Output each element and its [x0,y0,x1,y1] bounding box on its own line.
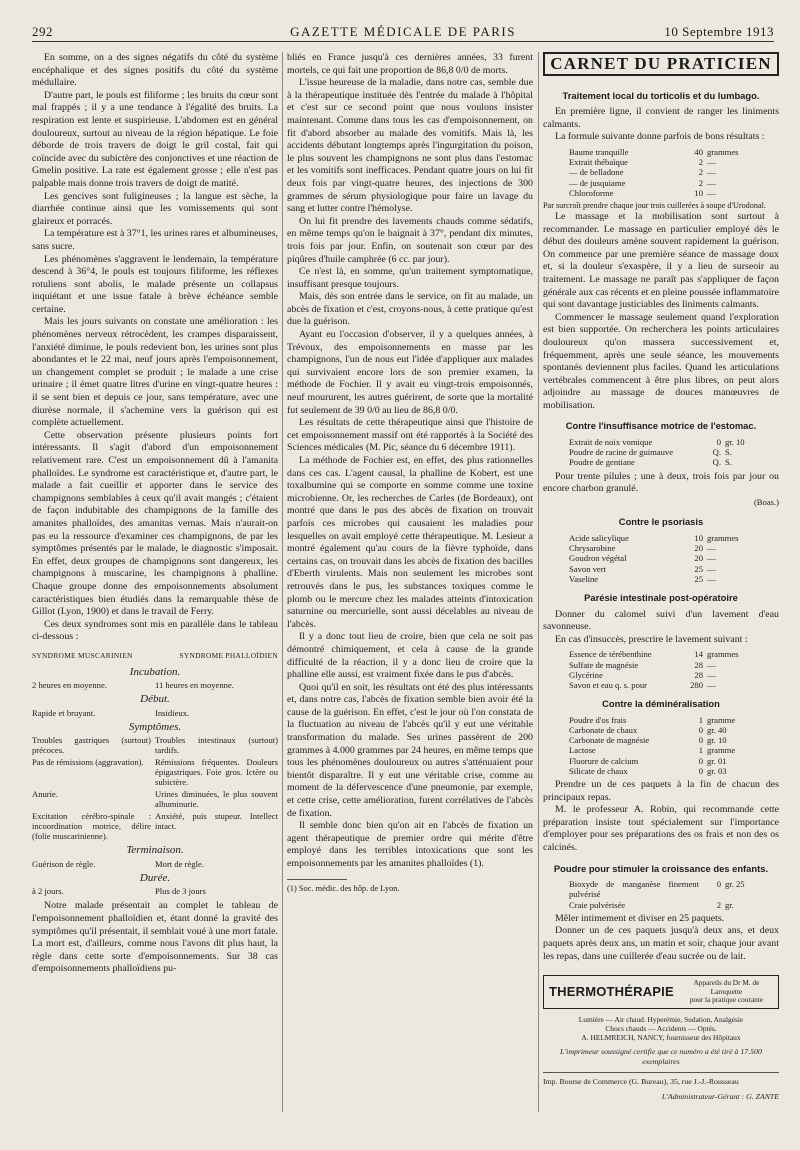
prescription-formula [569,147,779,198]
paragraph: M. le professeur A. Robin, qui recommande cette préparation insiste tout spécialement sur l'importance d'employer pour ses préparations des os frais et non des os calcinés. [543,804,779,854]
paragraph: On lui fit prendre des lavements chauds comme sédatifs, en même temps qu'on le baignait à 37°, pendant dix minutes, trois fois par jour. Enfin, on soutenait son cœur par des piqûres d'huile camphrée (6 cc. par jour). [287,215,533,265]
table-cell: Anxiété, puis stupeur. Intellect intact. [155,811,278,832]
carnet-du-praticien-column [543,52,779,1103]
paragraph: Donner un de ces paquets jusqu'à deux ans, et deux paquets après deux ans, un matin et soir, chaque jour avant les repas, dans une cuillerée d'eau sucrée ou de lait. [543,925,779,962]
formula-row [569,680,779,690]
table-cell: Pas de rémissions (aggravation). [32,757,144,768]
table-row [32,680,278,690]
quantity: 25 [694,573,703,584]
ingredient: — de belladone [569,167,624,178]
table-section-title: Durée. [139,871,171,884]
unit: grammes [707,146,739,157]
table-section-title: Début. [140,693,170,706]
quantity: 10 [694,533,703,544]
ingredient: Extrait thébaïque [569,157,628,168]
paragraph: La méthode de Fochier est, en effet, des plus rationnelles dans ces cas. L'agent causal, la phalline de Kobert, est une toxalbumine qui se comporte en somme comme une toxine microbienne. Or, les recherches de Carles (de Bordeaux), ont montré que dans le pus des abcès de fixation on trouvait parfois ces microbes qui causaient les maladies pour lesquelles on avait employé cette thérapeutique. M. Lesieur a montré également qu'au cours de la fièvre typhoïde, dans certains cas, on trouvait dans les abcès de fixation des bacilles d'Eberth virulents. Mais non seulement les microbes sont retrouvés dans le pus, les substances toxiques comme le plomb ou le mercure chez les malades atteints d'intoxication saturnine ou mercurielle, sont aussi décelables au niveau de l'abcès. [287,455,533,630]
table-cell: Guérison de règle. [32,858,96,869]
quantity: 0 [698,735,703,746]
quantity: 40 [694,146,703,157]
prescription-formula [569,879,779,910]
issue-date: 10 Septembre 1913 [664,24,774,39]
table-row [32,735,278,755]
footnote-rule [287,879,347,880]
table-cell: Rémissions fréquentes. Douleurs épigastriques. Foie gros. Ictère ou subictère. [155,757,278,788]
formula-row [569,725,779,735]
formula-row [569,715,779,725]
section-title: Parésie intestinale post-opératoire [584,592,738,604]
formula-row [569,900,779,910]
table-section-title: Terminaison. [126,844,184,857]
formula-row [569,766,779,776]
quantity: 0 [698,755,703,766]
quantity: Q. [712,457,721,468]
table-cell: 11 heures en moyenne. [155,680,234,691]
quantity: 2 [698,167,703,178]
table-cell: Anurie. [32,789,59,800]
formula-row [569,574,779,584]
ingredient: Fluorure de calcium [569,755,639,766]
footnote: (1) Soc. médic. des hôp. de Lyon. [287,883,400,893]
table-row [32,859,278,869]
ad-line: pour la pratique courante [689,995,763,1005]
unit: S. [725,447,732,458]
unit: gr. 40 [707,725,727,736]
unit: gr. 10 [725,437,745,448]
prescription-formula [569,437,779,468]
unit: — [707,669,716,680]
prescription-formula [569,649,779,690]
ingredient: Glycérine [569,669,603,680]
quantity: 0 [716,437,721,448]
ad-brand: THERMOTHÉRAPIE [549,983,674,999]
quantity: 2 [698,177,703,188]
unit: gr. 01 [707,755,727,766]
table-row [32,757,278,787]
table-head-right: SYNDROME PHALLOÏDIEN [179,650,278,660]
ingredient: Poudre de gentiane [569,457,635,468]
paragraph: En cas d'insuccès, prescrire le lavement suivant : [555,633,748,645]
ingredient: Goudron végétal [569,553,627,564]
table-row [32,789,278,809]
paragraph: Ayant eu l'occasion d'observer, il y a quelques années, à Trévoux, des empoisonnements en masse par les champignons, l'un de nous eut l'idée d'appliquer aux malades qui survivaient encore lors de son premier examen, la méthode de Fochier. Il y avait eu vingt-trois empoisonnés, neuf moururent, les autres guérirent, de sorte que la mortalité fut seulement de 39 0/0 au lieu de 86,8 0/0. [287,329,533,416]
article-column-2 [287,52,533,895]
article-column-1 [32,52,278,976]
table-section-title: Incubation. [129,665,181,678]
ingredient: Vaseline [569,573,599,584]
formula-row [569,167,779,177]
paragraph: Mais, dès son entrée dans le service, on fit au malade, un abcès de fixation et c'est, croyons-nous, à cette pratique qu'est due la guérison. [287,291,533,328]
formula-row [569,543,779,553]
journal-title: GAZETTE MÉDICALE DE PARIS [290,24,516,39]
ingredient: Poudre d'os frais [569,714,627,725]
paragraph: bliés en France jusqu'à ces dernières années, 33 furent mortels, ce qui fait une proportion de 86,8 0/0 de morts. [287,52,533,76]
ingredient: Craie pulvérisée [569,899,626,910]
quantity: 2 [716,899,721,910]
paragraph: Notre malade présentait au complet le tableau de l'empoisonnement phalloïdien et, étant donné la gravité des symptômes qu'il présentait, il semblait voué à une mort fatale. La mort est, d'ailleurs, comme nous l'avons dit plus haut, la règle dans cette sorte d'empoisonnements. Sur 38 cas d'empoisonnements phalloïdiens pu- [32,900,278,975]
unit: — [707,573,716,584]
formula-row [569,157,779,167]
unit: S. [725,457,732,468]
formula-row [569,437,779,447]
unit: grammes [707,649,739,660]
unit: — [707,659,716,670]
ingredient: Lactose [569,745,596,756]
formula-row [569,457,779,467]
quantity: 20 [694,553,703,564]
unit: — [707,680,716,691]
ingredient: Chloroforme [569,187,614,198]
formula-row [569,178,779,188]
section-title: Traitement local du torticolis et du lumbago. [562,89,760,101]
ingredient: Carbonate de chaux [569,725,638,736]
paragraph: Cette observation présente plusieurs points fort intéressants. Il s'agit d'abord d'un empoisonnement relativement rare. C'est un empoisonnement dû à l'amanita phalloïdes. Le syndrome est caractéristique et, d'autre part, le malade a fait cueillir et apporter dans le service des champignons semblables à ceux qu'il avait mangés ; c'étaient de façon indubitable des champignons de la famille des amanites phalloïdes, des amanitas vernas. Mais n'aurait-on pas eu la ressource d'examiner ces champignons, de par les symptômes présentés par le malade, le diagnostic s'imposait. En effet, deux groupes de champignons sont dangereux, les champignons à muscarine, les champignons à phalline. Chaque groupe donne des empoisonnements absolument caractéristiques bien étudiés dans la remarquable thèse de Gillot (Lyon, 1900) et dans le travail de Ferry. [32,429,278,618]
quantity: 28 [694,669,703,680]
running-header [32,20,774,42]
quantity: 1 [698,714,703,725]
section-title: Contre l'insuffisance motrice de l'estomac. [565,420,757,432]
quantity: 0 [698,765,703,776]
paragraph: D'autre part, le pouls est filiforme ; les bruits du cœur sont mal frappés ; il y a une tendance à l'égalité des bruits. La respiration est lente et suspirieuse. L'abdomen est en général douloureux, surtout au niveau de la région hépatique. Le foie déborde de trois travers de doigt le gril costal, fait qui coïncide avec du subictère des conjonctives et une réaction de Gmelin positive. La rate est également grosse ; elle n'est pas palpable mais donne trois travers de doigt de matité. [32,89,278,189]
administrator-line: L'Administrateur-Gérant : G. ZANTE [661,1091,779,1101]
unit: gramme [707,745,736,756]
table-cell: Insidieux. [155,707,190,718]
quantity: 0 [698,725,703,736]
ad-line: Chocs chauds — Accidents — Optés. [605,1024,717,1033]
ad-text [680,979,773,1005]
table-cell: 2 heures en moyenne. [32,680,107,691]
section-title: Contre la déminéralisation [602,698,720,710]
unit: gramme [707,714,736,725]
prescription-formula [569,533,779,584]
table-cell: Plus de 3 jours [155,886,206,897]
formula-row [569,147,779,157]
ingredient: Carbonate de magnésie [569,735,650,746]
formula-row [569,564,779,574]
formula-row [569,660,779,670]
paragraph: La formule suivante donne parfois de bons résultats : [555,131,765,143]
carnet-title: CARNET DU PRATICIEN [543,52,779,76]
paragraph: Les phénomènes s'aggravent le lendemain, la température descend à 36°4, le pouls est toujours filiforme, les réflexes rotuliens sont abolis, le malade présente un collapsus inquiétant et une issue fatale à brève échéance semble certaine. [32,253,278,315]
unit: — [707,563,716,574]
syndrome-table-header [32,650,278,663]
unit: — [707,543,716,554]
quantity: 2 [698,157,703,168]
table-cell: Troubles intestinaux (surtout) tardifs. [155,735,278,756]
paragraph: Mêler intimement et diviser en 25 paquets. [555,912,725,924]
paragraph: Commencer le massage seulement quand l'exploration est bien supportée. On recherchera les points articulaires douloureux qu'on massera successivement et, fréquemment, après une seule séance, les mouvements spontanés deviennent plus faciles. Quand les articulations vertébrales commencent à être plus libres, on peut alors adjoindre au massage de douces manœuvres de mobilisation. [543,311,779,411]
formula-row [569,188,779,198]
printer-line: Imp. Bourse de Commerce (G. Bureau), 35, rue J.-J.-Rousseau [543,1072,779,1089]
paragraph: Pour trente pilules ; une à deux, trois fois par jour ou encore charbon granulé. [543,470,779,495]
table-head-left: SYNDROME MUSCARINIEN [32,650,133,660]
table-row [32,886,278,896]
formula-row [569,533,779,543]
attribution: (Boas.) [753,496,779,507]
unit: — [707,553,716,564]
quantity: 28 [694,659,703,670]
paragraph: Ce n'est là, en somme, qu'un traitement symptomatique, insuffisant presque toujours. [287,266,533,290]
unit: — [707,167,716,178]
quantity: 25 [694,563,703,574]
table-row [32,708,278,718]
unit: gr. [725,899,734,910]
table-cell: Excitation cérébro-spinale : incoordination motrice, délire (folie muscarinienne). [32,811,151,842]
thermotherapie-advertisement [543,975,779,1009]
quantity: 20 [694,543,703,554]
ad-line: Appareils du Dr M. de Laroquette [693,978,760,996]
quantity: 14 [694,649,703,660]
paragraph: En première ligne, il convient de ranger les liniments calmants. [543,106,779,130]
paragraph: Les gencives sont fuligineuses ; la langue est sèche, la diarrhée continue ainsi que les vomissements qui sont glaireux et porracés. [32,190,278,227]
table-row [32,811,278,841]
ad-details [543,1015,779,1042]
paragraph: Les résultats de cette thérapeutique ainsi que l'histoire de cet empoisonnement massif ont été rapportés à la Société des Sciences médicales (M. Pic, séance du 6 décembre 1911). [287,417,533,454]
formula-row [569,670,779,680]
table-cell: Rapide et bruyant. [32,707,96,718]
table-cell: Troubles gastriques (surtout) précoces. [32,735,151,756]
unit: gr. 03 [707,765,727,776]
quantity: 280 [690,680,703,691]
ingredient: Poudre de racine de guimauve [569,447,674,458]
page-number: 292 [32,24,53,39]
prescription-formula [569,715,779,776]
ingredient: Savon vert [569,563,606,574]
table-section-title: Symptômes. [128,720,182,733]
quantity: Q. [712,447,721,458]
paragraph: Quoi qu'il en soit, les résultats ont été des plus intéressants et, dans notre cas, l'abcès de fixation semble bien avoir été la cause de la guérison. En effet, c'est le jour où l'on constata de la fluctuation au niveau de l'abcès qu'il y eut une véritable transformation du malade. Ses urines passèrent de 200 grammes à 4.000 grammes par 24 heures, en même temps que tous les phénomènes douloureux ou autres s'atténuaient pour bientôt disparaître. Il y eut une véritable crise, comme au moment de la défervescence d'une pneumonie, par exemple, et cette crise, cette amélioration, furent corrélatives de l'abcès de fixation. [287,681,533,819]
quantity: 0 [716,879,721,890]
paragraph: Il y a donc tout lieu de croire, bien que cela ne soit pas démontré chimiquement, et cela à cause de la grande difficulté de la réaction, il y a donc lieu de croire que la phalline elle aussi, est vraiment fixée dans le pus d'abcès. [287,631,533,681]
paragraph: La température est à 37°1, les urines rares et albumineuses, sans sucre. [32,228,279,252]
ad-line: Lumière — Air chaud. Hyperémie, Sudation, Analgésie [578,1015,744,1024]
table-cell: Mort de règle. [155,858,204,869]
unit: gr. 10 [707,735,727,746]
column-divider [282,52,283,1112]
formula-row [569,756,779,766]
print-run-certificate: L'imprimeur soussigné certifie que ce numéro a été tiré à 17.500 exemplaires [560,1047,762,1066]
formula-note: Par surcroît prendre chaque jour trois cuillerées à soupe d'Urodonal. [543,200,766,210]
ingredient: — de jusquiame [569,177,626,188]
ingredient: Sulfate de magnésie [569,659,639,670]
unit: — [707,157,716,168]
ingredient: Bioxyde de manganèse finement pulvérisé [569,879,699,900]
unit: grammes [707,533,739,544]
paragraph: Donner du calomel suivi d'un lavement d'eau savonneuse. [543,608,779,633]
paragraph: Prendre un de ces paquets à la fin de chacun des principaux repas. [543,779,779,803]
ad-supplier: A. HELMREICH, NANCY, fournisseur des Hôpitaux [581,1033,741,1042]
table-cell: Urines diminuées, le plus souvent albuminurie. [155,789,278,810]
unit: — [707,187,716,198]
unit: gr. 25 [725,879,745,890]
quantity: 1 [698,745,703,756]
paragraph: Le massage et la mobilisation sont surtout à recommander. Le massage en particulier employé dès le début des douleurs amène souvent rapidement la guérison. On commence par une première séance de massage doux et, si la douleur s'exaspère, il y a lieu de surseoir au traitement. Le massage ne paraît pas s'appliquer de façon générale aux cas récents et en pleine poussée inflammatoire qui sont davantage justiciables des liniments calmants. [543,210,779,311]
ingredient: Chrysarobine [569,543,616,554]
formula-row [569,735,779,745]
paragraph: L'issue heureuse de la maladie, dans notre cas, semble due à la thérapeutique instituée dès l'entrée du malade à l'hôpital et c'est sur ce second point que nous voulons insister maintenant. Comme dans tous les cas d'empoisonnement, on fit d'abord absorber au malade des vomitifs. Mais là, les accidents débutant longtemps après l'ingurgitation du poison, le plus souvent les champignons ne sont plus dans l'estomac et les vomitifs sont inefficaces. Pendant quatre jours on lui fit deux fois par vingt-quatre heures, des injections de 300 grammes de sérum physiologique pour faire un lavage du sang et lutter contre l'hémolyse. [287,77,533,215]
ingredient: Savon et eau q. s. pour [569,680,648,691]
paragraph: Mais les jours suivants on constate une amélioration : les phénomènes nerveux rétrocèdent, les crampes disparaissent, l'anxiété diminue, le pouls redevient bon, les urines sont plus abondantes et le 22 mai, neuf jours après l'empoisonnement, un changement complet se produit ; le malade a une crise urinaire ; il émet quatre litres d'urine en vingt-quatre heures : il se sent bien et depuis ce jour, sans température, avec une diurèse normale, il s'achemine vers la guérison qui est complète actuellement. [32,316,278,429]
formula-row [569,553,779,563]
ingredient: Acide salicylique [569,533,629,544]
unit: — [707,177,716,188]
formula-row [569,745,779,755]
paragraph: Il semble donc bien qu'on ait en l'abcès de fixation un agent thérapeutique de premier ordre qui mérite d'être employé dans les terribles intoxications que sont les empoisonnements par les amanites phalloïdes (1). [287,820,533,869]
paragraph: Ces deux syndromes sont mis en parallèle dans le tableau ci-dessous : [32,618,278,643]
ingredient: Silicate de chaux [569,765,628,776]
formula-row [569,447,779,457]
table-cell: à 2 jours. [32,886,64,897]
section-title: Poudre pour stimuler la croissance des enfants. [553,862,769,874]
paragraph: En somme, on a des signes négatifs du côté du système encéphalique et des signes positifs du côté du système médullaire. [32,52,278,89]
ingredient: Extrait de noix vomique [569,437,653,448]
quantity: 10 [694,187,703,198]
formula-row [569,649,779,659]
section-title: Contre le psoriasis [618,516,704,528]
column-divider [538,52,539,1112]
ingredient: Essence de térébenthine [569,649,652,660]
formula-row [569,879,779,899]
ingredient: Baume tranquille [569,146,629,157]
